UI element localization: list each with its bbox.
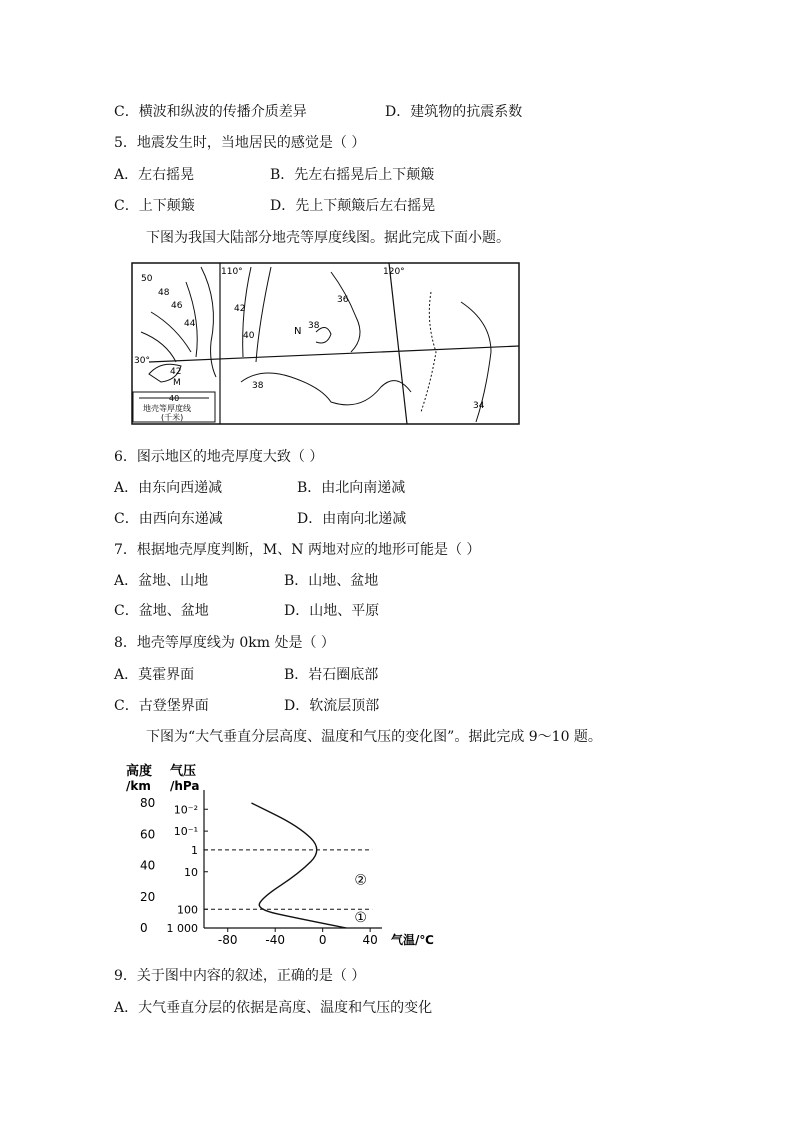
q5-option-b: B．先左右摇晃后上下颠簸	[270, 167, 435, 183]
map-contour-label: 44	[184, 319, 196, 329]
chart-height-tick: 80	[140, 796, 156, 810]
q7-option-d: D．山地、平原	[284, 603, 380, 619]
map-contour-label: 42	[170, 367, 182, 377]
atmosphere-chart	[120, 758, 455, 950]
map-lat-30: 30°	[134, 356, 150, 366]
q6-option-d: D．由南向北递减	[297, 511, 407, 527]
map-point-n: N	[294, 326, 302, 337]
chart-x-tick: -80	[217, 933, 238, 947]
chart-height-tick: 0	[140, 921, 148, 935]
chart-layer-mark-2: ②	[354, 872, 367, 889]
map-legend-unit: (千米)	[161, 413, 184, 422]
map-lon-120: 120°	[383, 267, 405, 277]
q4-option-c: C．横波和纵波的传播介质差异	[114, 104, 307, 120]
q5-option-a: A．左右摇晃	[114, 167, 195, 183]
map-contour-label: 48	[158, 288, 170, 298]
map-point-m: M	[173, 378, 181, 388]
q9-option-a: A．大气垂直分层的依据是高度、温度和气压的变化	[114, 1000, 433, 1016]
chart-pressure-tick: 10⁻²	[173, 803, 198, 817]
q8-stem: 8．地壳等厚度线为 0km 处是（ ）	[114, 635, 335, 651]
q7-stem: 7．根据地壳厚度判断，M、N 两地对应的地形可能是（ ）	[114, 542, 481, 558]
chart-ylabel-pressure-2: /hPa	[170, 779, 200, 793]
chart-pressure-tick: 10⁻¹	[173, 825, 198, 839]
q6-stem: 6．图示地区的地壳厚度大致（ ）	[114, 449, 324, 465]
q6-option-b: B．由北向南递减	[297, 480, 406, 496]
map-contour-label: 46	[171, 301, 183, 311]
q8-option-b: B．岩石圈底部	[284, 667, 379, 683]
q6-option-c: C．由西向东递减	[114, 511, 223, 527]
map-intro: 下图为我国大陆部分地壳等厚度线图。据此完成下面小题。	[146, 230, 510, 246]
chart-ylabel-pressure-1: 气压	[170, 764, 197, 779]
q9-stem: 9．关于图中内容的叙述，正确的是（ ）	[114, 968, 366, 984]
map-legend-text: 地壳等厚度线	[143, 404, 191, 413]
map-contour-label: 40	[243, 331, 255, 341]
chart-pressure-tick: 1	[191, 843, 198, 857]
chart-pressure-tick: 100	[177, 903, 198, 917]
chart-intro: 下图为“大气垂直分层高度、温度和气压的变化图”。据此完成 9～10 题。	[146, 729, 602, 745]
map-contour-label: 36	[337, 295, 349, 305]
chart-x-tick: 0	[318, 933, 327, 947]
chart-height-tick: 40	[140, 858, 156, 873]
q7-option-b: B．山地、盆地	[284, 573, 379, 589]
map-contour-label: 50	[141, 274, 153, 284]
q6-option-a: A．由东向西递减	[114, 480, 223, 496]
q8-option-c: C．古登堡界面	[114, 698, 209, 714]
q5-stem: 5．地震发生时，当地居民的感觉是（ ）	[114, 135, 366, 151]
chart-x-tick: -40	[265, 933, 286, 947]
q5-option-d: D．先上下颠簸后左右摇晃	[270, 198, 436, 214]
chart-pressure-tick: 1 000	[166, 922, 198, 935]
chart-ylabel-height-1: 高度	[126, 764, 153, 779]
chart-xlabel: 气温/℃	[391, 933, 434, 947]
map-contour-label: 38	[252, 381, 264, 391]
q7-option-a: A．盆地、山地	[114, 573, 209, 589]
q8-option-d: D．软流层顶部	[284, 698, 380, 714]
crust-thickness-map	[131, 262, 521, 427]
chart-height-tick: 20	[140, 889, 156, 904]
map-contour-label: 42	[234, 304, 246, 314]
map-lon-110: 110°	[221, 267, 243, 277]
chart-x-tick: 40	[362, 933, 378, 947]
map-contour-label: 34	[473, 401, 485, 411]
q4-option-d: D．建筑物的抗震系数	[385, 104, 523, 120]
map-contour-label: 38	[308, 321, 320, 331]
chart-layer-mark-1: ①	[354, 909, 367, 926]
chart-pressure-tick: 10	[184, 865, 198, 879]
q5-option-c: C．上下颠簸	[114, 198, 195, 214]
q7-option-c: C．盆地、盆地	[114, 603, 209, 619]
chart-height-tick: 60	[140, 827, 156, 842]
map-legend-value: 40	[169, 394, 180, 403]
q8-option-a: A．莫霍界面	[114, 667, 195, 683]
chart-ylabel-height-2: /km	[126, 779, 151, 793]
